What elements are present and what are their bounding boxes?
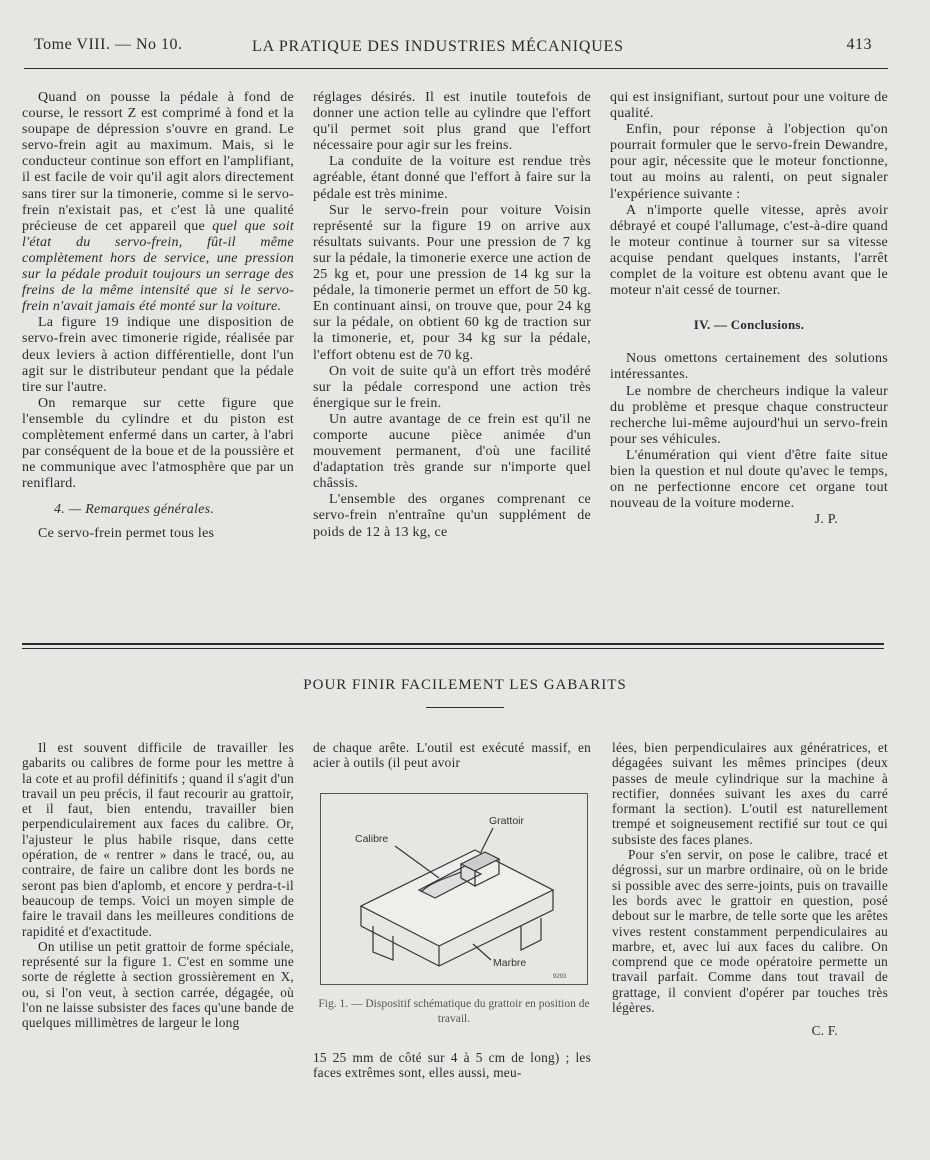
paragraph: On voit de suite qu'à un effort très modéré sur la pédale correspond une action très énergique sur le frein. <box>313 363 591 411</box>
author-signature: C. F. <box>811 1023 838 1039</box>
engraver-mark: 9293 <box>553 974 567 980</box>
paragraph: L'ensemble des organes comprenant ce servo-frein n'entraîne qu'un supplément de poids de 12 à 13 kg, ce <box>313 492 591 540</box>
article-title: POUR FINIR FACILEMENT LES GABARITS <box>303 677 627 693</box>
label-grattoir: Grattoir <box>489 815 525 827</box>
article-separator-rule <box>22 643 884 645</box>
article-separator-rule <box>22 648 884 649</box>
running-header <box>34 36 872 64</box>
marble-top-face <box>361 850 553 946</box>
paragraph: La conduite de la voiture est rendue très agréable, étant donné que l'effort à faire sur la pédale est très minime. <box>313 154 591 202</box>
paragraph: La figure 19 indique une disposition de servo-frein avec timonerie rigide, réalisée par deux leviers à action différentielle, dont l'un agit sur le distributeur pendant que la pédale tire sur l'autre. <box>22 315 294 395</box>
label-marbre: Marbre <box>493 957 527 969</box>
paragraph: Enfin, pour réponse à l'objection qu'on pourrait formuler que le servo-frein Dewandre, pour agir, nécessite que le moteur fonctionne, tout au moins au ralenti, on peut signaler l'expérience suivante : <box>610 122 888 202</box>
paragraph: de chaque arête. L'outil est exécuté massif, en acier à outils (il peut avoir <box>313 740 591 771</box>
section-heading: 4. — Remarques générales. <box>54 502 215 518</box>
figure-1 <box>320 793 588 985</box>
article1-column-1 <box>22 90 294 543</box>
header-page-number: 413 <box>846 36 872 53</box>
paragraph: Il est souvent difficile de travailler les gabarits ou calibres de forme pour les mettre à la cote et au profil définitifs ; quand il s'agit d'un travail un peu précis, il faut recourir au grattoir, et il faut, bien entendu, travailler bien perpendiculairement aux faces du calibre. Or, l'ajusteur le plus habile risque, dans cette opération, de « rentrer » dans le tracé, ou, au contraire, de faire un calibre dont les bords ne seront pas bien d'aplomb, et encore y perdra-t-il beaucoup de temps. Voici un moyen simple de faire le travail dans les meilleures conditions de rapidité et d'exactitude. <box>22 740 294 939</box>
paragraph: On remarque sur cette figure que l'ensemble du cylindre et du piston est complètement enfermé dans un carter, à l'abri par conséquent de la boue et de la poussière et ne communique avec l'atmosphère que par un reniflard. <box>22 395 294 492</box>
paragraph: lées, bien perpendiculaires aux génératrices, et dégagées suivant les mêmes principes (deux passes de meule cylindrique sur la machine à rectifier, données suivant les axes du carré formant la section). L'outil est naturellement trempé et soigneusement rectifié sur tout ce qui subsiste des faces planes. <box>612 740 888 847</box>
paragraph: Un autre avantage de ce frein est qu'il ne comporte aucune pièce animée d'un mouvement permanent, d'où une facilité d'adaptation très grande sur n'importe quel châssis. <box>313 411 591 492</box>
paragraph: On utilise un petit grattoir de forme spéciale, représenté sur la figure 1. C'est en somme une sorte de réglette à section grossièrement en X, ou, si l'on veut, à section carrée, dégagée, où l'on ne laisse subsister des faces qu'une bande de quelques millimètres de largeur le long <box>22 938 294 1031</box>
title-underline <box>426 707 504 708</box>
paragraph: Sur le servo-frein pour voiture Voisin représenté sur la figure 19 on arrive aux résultats suivants. Pour une pression de 7 kg sur la pédale, la timonerie exerce une action de 25 kg et, pour une pression de 14 kg sur la pédale, la timonerie permet un effort de 50 kg. En continuant ainsi, on trouve que, pour 24 kg sur la pédale, on obtient 60 kg de traction sur la timonerie, et, pour 34 kg sur la pédale, l'effort obtenu est de 70 kg. <box>313 202 591 363</box>
paragraph: A n'importe quelle vitesse, après avoir débrayé et coupé l'allumage, c'est-à-dire quand le moteur continue à tourner sur sa vitesse acquise pendant quelques instants, l'arrêt complet de la voiture est obtenu avant que le moteur n'ait cessé de tourner. <box>610 202 888 299</box>
scraper-diagram <box>321 794 587 984</box>
article1-column-3 <box>610 90 888 528</box>
paragraph: Ce servo-frein permet tous les <box>38 526 215 542</box>
article2-column-2-bottom <box>313 1050 591 1081</box>
paragraph: Nous omettons certainement des solutions intéressantes. <box>610 351 888 383</box>
paragraph: 15 25 mm de côté sur 4 à 5 cm de long) ; les faces extrêmes sont, elles aussi, meu- <box>313 1050 591 1081</box>
header-rule <box>24 68 888 69</box>
figure-caption: Fig. 1. — Dispositif schématique du grattoir en position de travail. <box>318 998 590 1025</box>
article2-column-2-top <box>313 740 591 771</box>
header-journal-title: LA PRATIQUE DES INDUSTRIES MÉCANIQUES <box>252 38 624 55</box>
article1-column-2 <box>313 90 591 541</box>
header-volume: Tome VIII. — No 10. <box>34 36 183 53</box>
article2-column-1 <box>22 740 294 1031</box>
author-signature: J. P. <box>814 512 838 528</box>
paragraph: Le nombre de chercheurs indique la valeur du problème et presque chaque constructeur recherche lui-même aujourd'hui un servo-frein pour ses véhicules. <box>610 383 888 447</box>
article2-column-3 <box>612 740 888 1039</box>
section-heading: IV. — Conclusions. <box>693 317 805 333</box>
paragraph: Quand on pousse la pédale à fond de course, le ressort Z est comprimé à fond et la soupape de dépression s'ouvre en grand. Le servo-frein agit au maximum. Mais, si le conducteur continue son effort en l'amplifiant, il est facile de voir qu'il agit alors directement sans tirer sur la timonerie, comme si le servo-frein n'existait pas, et c'est là une qualité précieuse de cet appareil que quel que soit l'état du servo-frein, fût-il même complètement hors de service, une pression sur la pédale produit toujours un serrage des freins de la même intensité que si le servo-frein n'avait jamais été monté sur la voiture. <box>22 90 295 315</box>
paragraph: réglages désirés. Il est inutile toutefois de donner une action telle au cylindre que l'effort qu'il permet soit plus grand que l'effort nécessaire pour agir sur les freins. <box>313 90 591 154</box>
paragraph: L'énumération qui vient d'être faite situe bien la question et nul doute qu'avec le temps, on ne perfectionne encore cet organe tout nouveau de la voiture moderne. <box>610 447 888 512</box>
paragraph: Pour s'en servir, on pose le calibre, tracé et dégrossi, sur un marbre ordinaire, où on le bride si possible avec des serre-joints, puis on travaille les bords avec le grattoir en question, posé debout sur le marbre, de telle sorte que les arêtes vives restent constamment perpendiculaires au marbre, et, avec lui aux faces du calibre. On comprend que ce mode opératoire permette un travail parfait. Comme dans tout travail de grattage, il convient d'opérer par touches très légères. <box>612 847 888 1016</box>
label-calibre: Calibre <box>355 833 389 845</box>
paragraph: qui est insignifiant, surtout pour une voiture de qualité. <box>610 90 888 122</box>
